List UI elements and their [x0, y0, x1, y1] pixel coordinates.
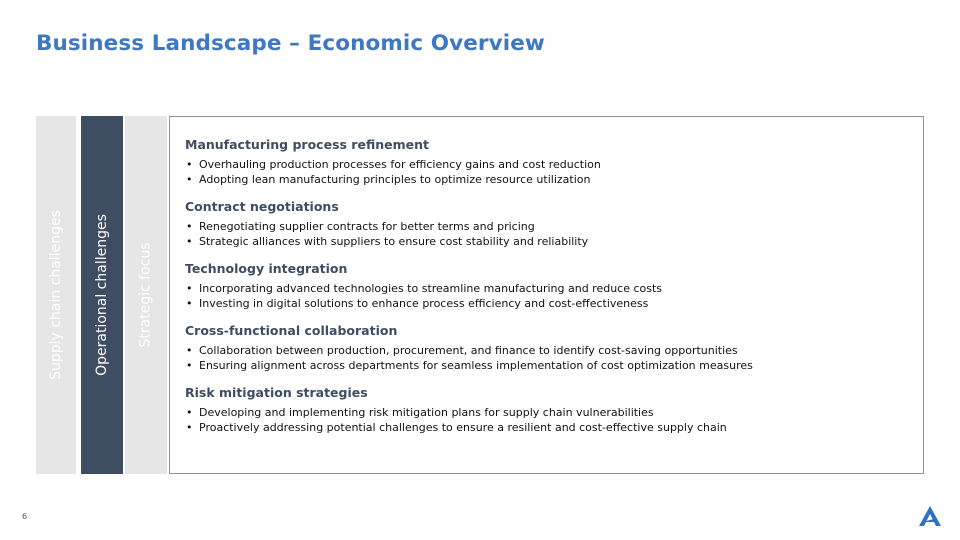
section-heading: Contract negotiations — [185, 199, 339, 214]
bullet-item: • Ensuring alignment across departments for seamless implementation of cost optimization measures — [185, 358, 909, 373]
tab-operational-challenges[interactable] — [81, 116, 123, 474]
tab-supply-chain-challenges[interactable] — [36, 116, 76, 474]
bullet-item: • Incorporating advanced technologies to streamline manufacturing and reduce costs — [185, 281, 909, 296]
bullet-item: • Strategic alliances with suppliers to ensure cost stability and reliability — [185, 234, 909, 249]
tab-label: Supply chain challenges — [48, 210, 65, 380]
section-technology-integration — [185, 261, 909, 311]
bullet-item: • Collaboration between production, procurement, and finance to identify cost-saving opportunities — [185, 343, 909, 358]
bullet-item: • Proactively addressing potential challenges to ensure a resilient and cost-effective supply chain — [185, 420, 909, 435]
page-number: 6 — [22, 512, 28, 521]
section-risk-mitigation — [185, 385, 909, 435]
bullet-item: • Overhauling production processes for efficiency gains and cost reduction — [185, 157, 909, 172]
tab-strategic-focus[interactable] — [125, 116, 167, 474]
section-contract-negotiations — [185, 199, 909, 249]
bullet-item: • Renegotiating supplier contracts for better terms and pricing — [185, 219, 909, 234]
tab-label: Strategic focus — [138, 242, 155, 348]
section-heading: Risk mitigation strategies — [185, 385, 368, 400]
content-panel — [169, 116, 924, 474]
section-cross-functional — [185, 323, 909, 373]
bullet-item: • Adopting lean manufacturing principles to optimize resource utilization — [185, 172, 909, 187]
bullet-item: • Developing and implementing risk mitigation plans for supply chain vulnerabilities — [185, 405, 909, 420]
section-manufacturing — [185, 137, 909, 187]
section-heading: Cross-functional collaboration — [185, 323, 398, 338]
slide-title: Business Landscape – Economic Overview — [36, 31, 545, 56]
section-heading: Technology integration — [185, 261, 348, 276]
tab-label: Operational challenges — [94, 214, 110, 376]
company-logo-icon — [918, 505, 942, 527]
bullet-item: • Investing in digital solutions to enhance process efficiency and cost-effectiveness — [185, 296, 909, 311]
section-heading: Manufacturing process refinement — [185, 137, 429, 152]
